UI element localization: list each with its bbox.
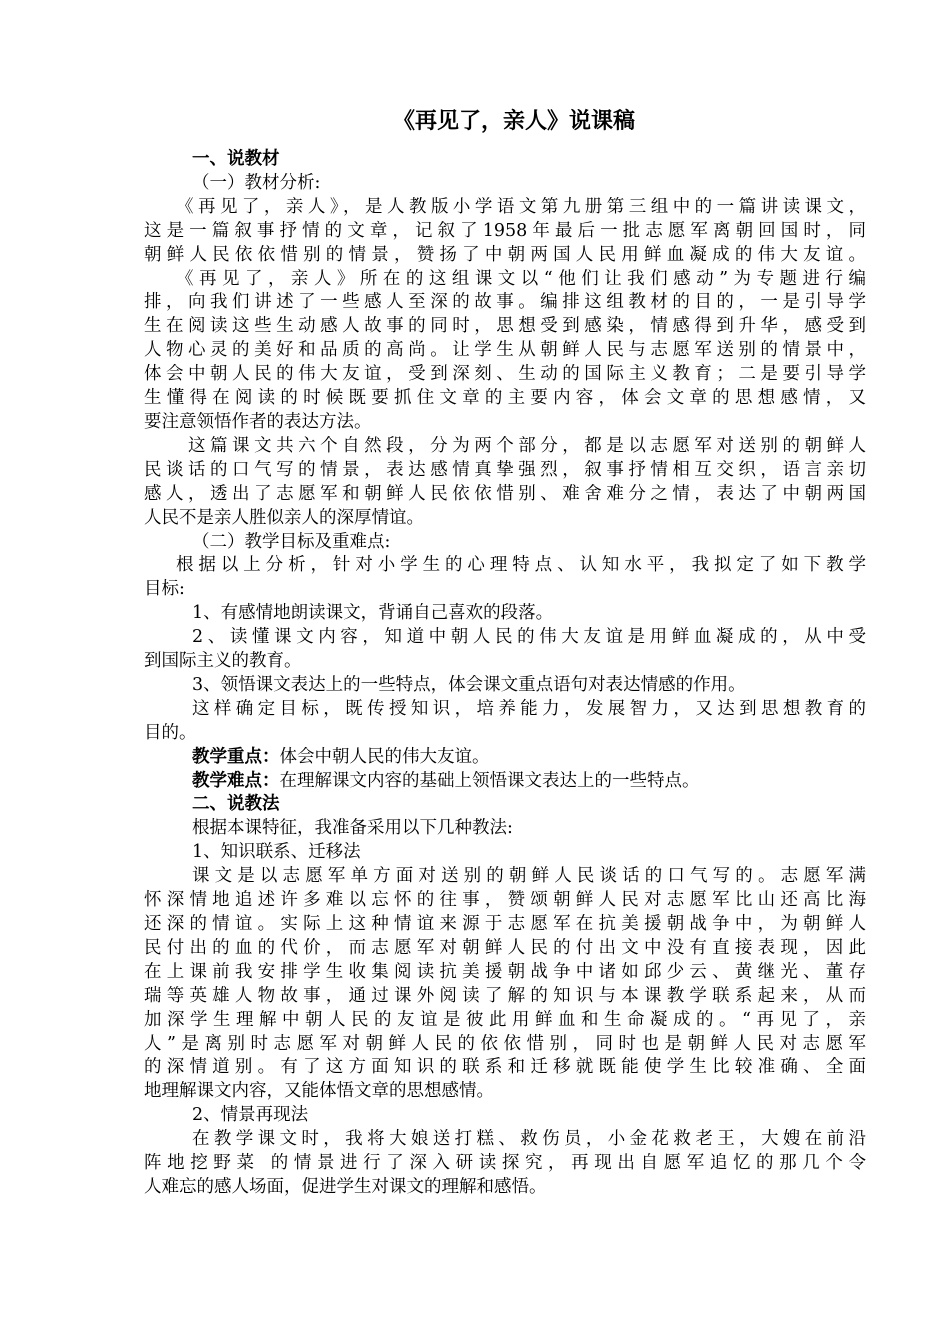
line-text: 1、有感情地朗读课文，背诵自己喜欢的段落。 xyxy=(192,603,554,624)
document-body xyxy=(144,148,866,1200)
text-line xyxy=(144,1056,866,1080)
line-text: 体会中朝人民的伟大友谊。 xyxy=(279,746,490,767)
text-line xyxy=(144,1009,866,1033)
document-page xyxy=(144,106,866,1200)
line-text: 目的。 xyxy=(144,722,197,743)
text-line xyxy=(144,626,866,650)
text-line xyxy=(144,578,866,602)
line-text: （二）教学目标及重难点: xyxy=(192,531,391,552)
text-line xyxy=(144,937,866,961)
text-line xyxy=(144,746,866,770)
text-line xyxy=(144,841,866,865)
text-line xyxy=(144,1104,866,1128)
line-text: 阵地挖野菜 的情景进行了深入研读探究，再现出自愿军追忆的那几个令 xyxy=(144,1153,866,1174)
line-text: 生懂得在阅读的时候既要抓住文章的主要内容，体会文章的思想感情，又 xyxy=(144,388,866,409)
text-line xyxy=(144,291,866,315)
text-line xyxy=(144,411,866,435)
line-text: 《再见了，亲人》，是人教版小学语文第九册第三组中的一篇讲读课文， xyxy=(176,196,866,217)
line-text: 人”是离别时志愿军对朝鲜人民的依依惜别，同时也是朝鲜人民对志愿军 xyxy=(144,1033,866,1054)
line-text: 生在阅读这些生动感人故事的同时，思想受到感染，情感得到升华，感受到 xyxy=(144,316,866,337)
line-text: 加深学生理解中朝人民的友谊是彼此用鲜血和生命凝成的。“再见了，亲 xyxy=(144,1009,866,1030)
line-text: 根据本课特征，我准备采用以下几种教法: xyxy=(192,818,513,839)
text-line xyxy=(144,435,866,459)
text-line xyxy=(144,722,866,746)
line-text: 2、读懂课文内容，知道中朝人民的伟大友谊是用鲜血凝成的，从中受 xyxy=(192,627,866,648)
text-line xyxy=(144,889,866,913)
text-line xyxy=(144,220,866,244)
line-text: 民谈话的口气写的情景，表达感情真挚强烈，叙事抒情相互交织，语言亲切 xyxy=(144,459,866,480)
section-heading xyxy=(144,148,866,172)
text-line xyxy=(144,244,866,268)
text-line xyxy=(144,459,866,483)
line-text: 到国际主义的教育。 xyxy=(144,651,302,672)
text-line xyxy=(144,172,866,196)
text-line xyxy=(144,1080,866,1104)
line-text: 二、说教法 xyxy=(192,794,280,815)
line-text: 排，向我们讲述了一些感人至深的故事。编排这组教材的目的，一是引导学 xyxy=(144,292,866,313)
line-text: 一、说教材 xyxy=(192,149,280,169)
line-text: 还深的情谊。实际上这种情谊来源于志愿军在抗美援朝战争中，为朝鲜人 xyxy=(144,914,866,934)
line-text: 怀深情地追述许多难以忘怀的往事，赞颂朝鲜人民对志愿军比山还高比海 xyxy=(144,890,866,911)
document-title: 《再见了，亲人》说课稿 xyxy=(392,109,635,134)
line-text: 朝鲜人民依依惜别的情景，赞扬了中朝两国人民用鲜血凝成的伟大友谊。 xyxy=(144,244,866,265)
text-line xyxy=(144,315,866,339)
text-line xyxy=(144,483,866,507)
text-line xyxy=(144,1033,866,1057)
line-text: 要注意领悟作者的表达方法。 xyxy=(144,411,372,432)
text-line xyxy=(144,196,866,220)
line-text: 《再见了，亲人》所在的这组课文以“他们让我们感动”为专题进行编 xyxy=(176,268,866,289)
text-line xyxy=(144,698,866,722)
text-line xyxy=(144,387,866,411)
text-line xyxy=(144,1152,866,1176)
line-text: 课文是以志愿军单方面对送别的朝鲜人民谈话的口气写的。志愿军满 xyxy=(192,866,866,887)
text-line xyxy=(144,1128,866,1152)
line-text: 人物心灵的美好和品质的高尚。让学生从朝鲜人民与志愿军送别的情景中， xyxy=(144,340,866,361)
emphasis-label: 教学重点： xyxy=(192,746,280,767)
line-text: 的深情道别。有了这方面知识的联系和迁移就既能使学生比较准确、全面 xyxy=(144,1057,866,1078)
line-text: 地理解课文内容，又能体悟文章的思想感情。 xyxy=(144,1081,494,1102)
text-line xyxy=(144,913,866,937)
line-text: 人难忘的感人场面，促进学生对课文的理解和感悟。 xyxy=(144,1176,547,1197)
line-text: 在教学课文时，我将大娘送打糕、救伤员，小金花救老王，大嫂在前沿 xyxy=(192,1129,866,1150)
line-text: 民付出的血的代价，而志愿军对朝鲜人民的付出文中没有直接表现，因此 xyxy=(144,937,866,958)
line-text: 在理解课文内容的基础上领悟课文表达上的一些特点。 xyxy=(279,770,700,791)
text-line xyxy=(144,961,866,985)
line-text: 瑞等英雄人物故事，通过课外阅读了解的知识与本课教学联系起来，从而 xyxy=(144,985,866,1006)
line-text: 2、情景再现法 xyxy=(192,1105,309,1126)
text-line xyxy=(144,674,866,698)
section-heading xyxy=(144,793,866,817)
text-line xyxy=(144,268,866,292)
line-text: 目标: xyxy=(144,579,185,600)
text-line xyxy=(144,1176,866,1200)
line-text: 在上课前我安排学生收集阅读抗美援朝战争中诸如邱少云、黄继光、董存 xyxy=(144,961,866,982)
text-line xyxy=(144,339,866,363)
text-line xyxy=(144,985,866,1009)
line-text: 人民不是亲人胜似亲人的深厚情谊。 xyxy=(144,507,424,528)
emphasis-label: 教学难点： xyxy=(192,770,280,791)
text-line xyxy=(144,507,866,531)
line-text: 根据以上分析，针对小学生的心理特点、认知水平，我拟定了如下教学 xyxy=(176,555,866,576)
line-text: 1、知识联系、迁移法 xyxy=(192,842,361,863)
text-line xyxy=(144,363,866,387)
text-line xyxy=(144,817,866,841)
text-line xyxy=(144,650,866,674)
text-line xyxy=(144,865,866,889)
line-text: 感人，透出了志愿军和朝鲜人民依依惜别、难舍难分之情，表达了中朝两国 xyxy=(144,483,866,504)
line-text: 3、领悟课文表达上的一些特点，体会课文重点语句对表达情感的作用。 xyxy=(192,674,746,695)
line-text: 这是一篇叙事抒情的文章，记叙了1958年最后一批志愿军离朝回国时，同 xyxy=(144,220,866,241)
text-line xyxy=(144,602,866,626)
line-text: （一）教材分析: xyxy=(192,172,321,193)
text-line xyxy=(144,554,866,578)
text-line xyxy=(144,770,866,794)
text-line xyxy=(144,531,866,555)
line-text: 这样确定目标，既传授知识，培养能力，发展智力，又达到思想教育的 xyxy=(192,698,866,719)
line-text: 体会中朝人民的伟大友谊，受到深刻、生动的国际主义教育；二是要引导学 xyxy=(144,364,866,385)
line-text: 这篇课文共六个自然段，分为两个部分，都是以志愿军对送别的朝鲜人 xyxy=(188,435,866,456)
